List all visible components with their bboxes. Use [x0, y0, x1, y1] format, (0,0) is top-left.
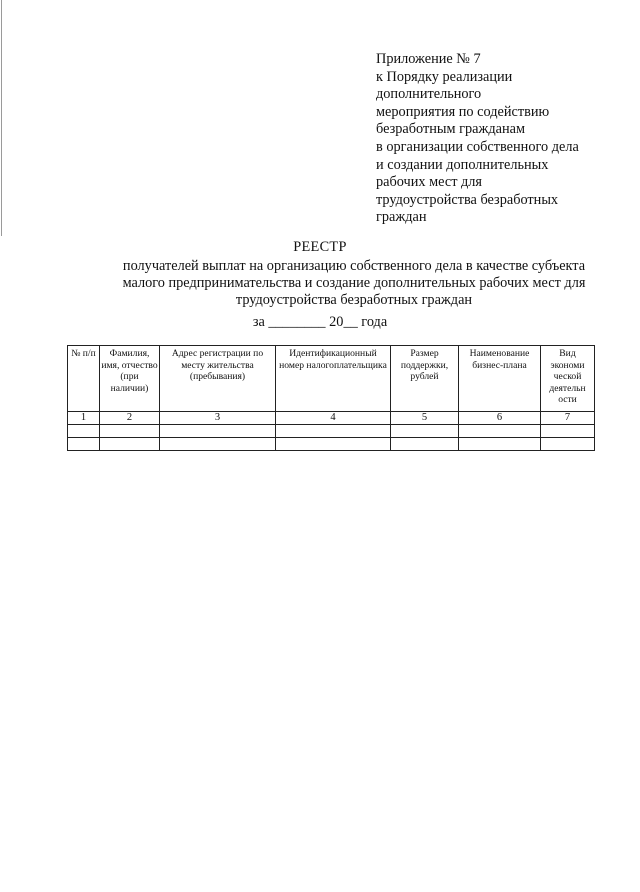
appendix-line: к Порядку реализации	[376, 68, 513, 85]
table-row	[68, 425, 595, 438]
column-header: Размер поддержки, рублей	[391, 346, 459, 412]
subtitle-line: малого предпринимательства и создание дополнительных рабочих мест для	[122, 274, 586, 291]
appendix-note	[376, 51, 626, 227]
appendix-line: безработным гражданам	[376, 121, 526, 138]
empty-cell	[160, 425, 276, 438]
column-number: 5	[391, 412, 459, 425]
table-row	[68, 438, 595, 451]
empty-cell	[160, 438, 276, 451]
column-header: Вид экономи ческой деятельн ости	[541, 346, 595, 412]
column-number: 3	[160, 412, 276, 425]
appendix-line: Приложение № 7	[376, 51, 481, 67]
appendix-line: дополнительного	[376, 86, 482, 103]
appendix-line: трудоустройства безработных	[376, 191, 559, 208]
column-number-row	[68, 412, 595, 425]
empty-cell	[541, 438, 595, 451]
empty-cell	[276, 425, 391, 438]
subtitle-line: получателей выплат на организацию собственного дела в качестве субъекта	[122, 258, 586, 274]
subtitle-line: трудоустройства безработных граждан	[235, 291, 473, 308]
empty-cell	[541, 425, 595, 438]
appendix-line: граждан	[376, 209, 427, 226]
appendix-line: мероприятия по содействию	[376, 103, 550, 120]
empty-cell	[100, 438, 160, 451]
appendix-line: рабочих мест для	[376, 174, 483, 191]
empty-cell	[68, 425, 100, 438]
reporting-period: за ________ 20__ года	[252, 314, 388, 330]
column-number: 4	[276, 412, 391, 425]
column-header: Адрес регистрации по месту жительства (пребывания)	[160, 346, 276, 412]
empty-cell	[391, 425, 459, 438]
column-header: № п/п	[68, 346, 100, 412]
empty-cell	[391, 438, 459, 451]
column-header: Идентификационный номер налогоплательщика	[276, 346, 391, 412]
empty-cell	[459, 438, 541, 451]
column-number: 1	[68, 412, 100, 425]
empty-cell	[276, 438, 391, 451]
empty-cell	[100, 425, 160, 438]
empty-cell	[68, 438, 100, 451]
appendix-line: в организации собственного дела	[376, 138, 579, 155]
scan-edge-line	[1, 0, 2, 236]
column-number: 2	[100, 412, 160, 425]
table-header-row	[68, 346, 595, 412]
column-header: Фамилия, имя, отчество (при наличии)	[100, 346, 160, 412]
column-number: 6	[459, 412, 541, 425]
registry-table	[67, 345, 595, 451]
empty-cell	[459, 425, 541, 438]
document-title: РЕЕСТР	[293, 239, 347, 255]
column-number: 7	[541, 412, 595, 425]
document-subtitle	[60, 258, 640, 308]
column-header: Наименование бизнес-плана	[459, 346, 541, 412]
appendix-line: и создании дополнительных	[376, 156, 549, 173]
